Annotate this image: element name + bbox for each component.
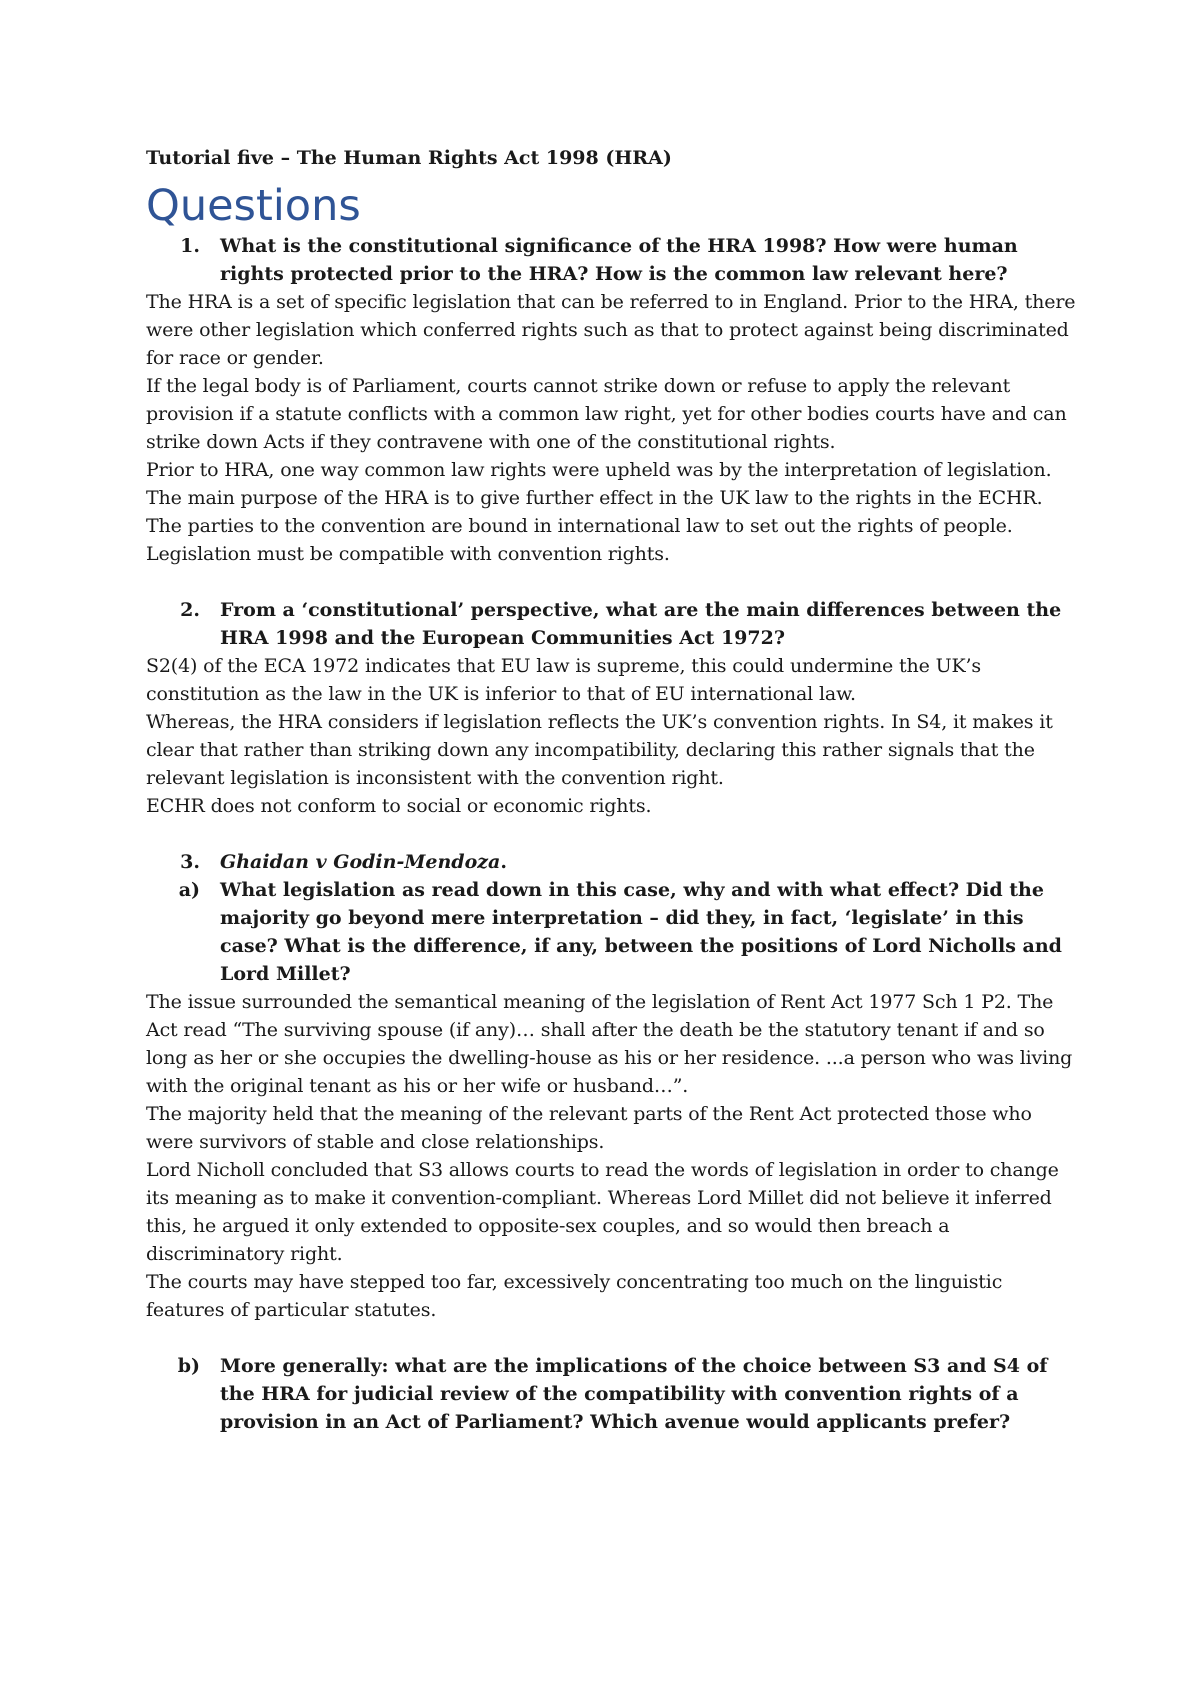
answer-paragraph: Lord Nicholl concluded that S3 allows courts to read the words of legislation in order to change its meaning as to make it convention-compliant. Whereas Lord Millet did not believe it inferred this, he argued it only extended to opposite-sex couples, and so would then breach a discriminatory right. (146, 1159, 1059, 1265)
document-page (146, 144, 1076, 1436)
question-text: More generally: what are the implications of the choice between S3 and S4 of the HRA for judicial review of the compatibility with convention rights of a provision in an Act of Parliament? Which avenue would applicants prefer? (220, 1355, 1048, 1433)
question-2 (146, 596, 1076, 652)
questions-heading: Questions (146, 181, 361, 231)
question-number: 1. (180, 235, 200, 257)
answer-paragraph: The HRA is a set of specific legislation that can be referred to in England. Prior to the HRA, there were other legislation which conferred rights such as that to protect against being discriminated for race or gender. (146, 291, 1076, 369)
question-3 (146, 848, 1076, 876)
answer-paragraph: The issue surrounded the semantical meaning of the legislation of Rent Act 1977 Sch 1 P2. The Act read “The surviving spouse (if any)… shall after the death be the statutory tenant if and so long as her or she occupies the dwelling-house as his or her residence. ...a person who was living with the original tenant as his or her wife or husband…”. (146, 991, 1073, 1097)
question-text: From a ‘constitutional’ perspective, what are the main differences between the HRA 1998 and the European Communities Act 1972? (220, 599, 1062, 649)
answer-paragraph: ECHR does not conform to social or economic rights. (146, 795, 652, 817)
spacer (146, 820, 1076, 848)
spacer (146, 1324, 1076, 1352)
question-text: What is the constitutional significance of the HRA 1998? How were human rights protected prior to the HRA? How is the common law relevant here? (220, 235, 1018, 285)
case-suffix: . (500, 851, 507, 873)
answer-paragraph: The courts may have stepped too far, excessively concentrating too much on the linguistic features of particular statutes. (146, 1271, 1003, 1321)
document-title: Tutorial five – The Human Rights Act 1998 (HRA) (146, 147, 672, 169)
case-name: Ghaidan v Godin-Mendoza (220, 851, 501, 873)
answer-paragraph: S2(4) of the ECA 1972 indicates that EU law is supreme, this could undermine the UK’s constitution as the law in the UK is inferior to that of EU international law. (146, 655, 981, 705)
question-number: 2. (180, 599, 200, 621)
answer-paragraph: Legislation must be compatible with convention rights. (146, 543, 670, 565)
answer-paragraph: The main purpose of the HRA is to give further effect in the UK law to the rights in the ECHR. The parties to the convention are bound in international law to set out the rights of people. (146, 487, 1043, 537)
question-number: 3. (180, 851, 200, 873)
spacer (146, 568, 1076, 596)
question-number: a) (178, 879, 200, 901)
question-3b (146, 1352, 1076, 1436)
question-number: b) (177, 1355, 200, 1377)
answer-paragraph: Whereas, the HRA considers if legislation reflects the UK’s convention rights. In S4, it makes it clear that rather than striking down any incompatibility, declaring this rather signals that the relevant legislation is inconsistent with the convention right. (146, 711, 1053, 789)
question-text (220, 848, 1076, 876)
question-text: What legislation as read down in this case, why and with what effect? Did the majority go beyond mere interpretation – did they, in fact, ‘legislate’ in this case? What is the difference, if any, between the positions of Lord Nicholls and Lord Millet? (220, 879, 1062, 985)
answer-paragraph: Prior to HRA, one way common law rights were upheld was by the interpretation of legislation. (146, 459, 1052, 481)
question-1 (146, 232, 1076, 288)
answer-paragraph: If the legal body is of Parliament, courts cannot strike down or refuse to apply the relevant provision if a statute conflicts with a common law right, yet for other bodies courts have and can strike down Acts if they contravene with one of the constitutional rights. (146, 375, 1067, 453)
answer-paragraph: The majority held that the meaning of the relevant parts of the Rent Act protected those who were survivors of stable and close relationships. (146, 1103, 1032, 1153)
question-3a (146, 876, 1076, 988)
